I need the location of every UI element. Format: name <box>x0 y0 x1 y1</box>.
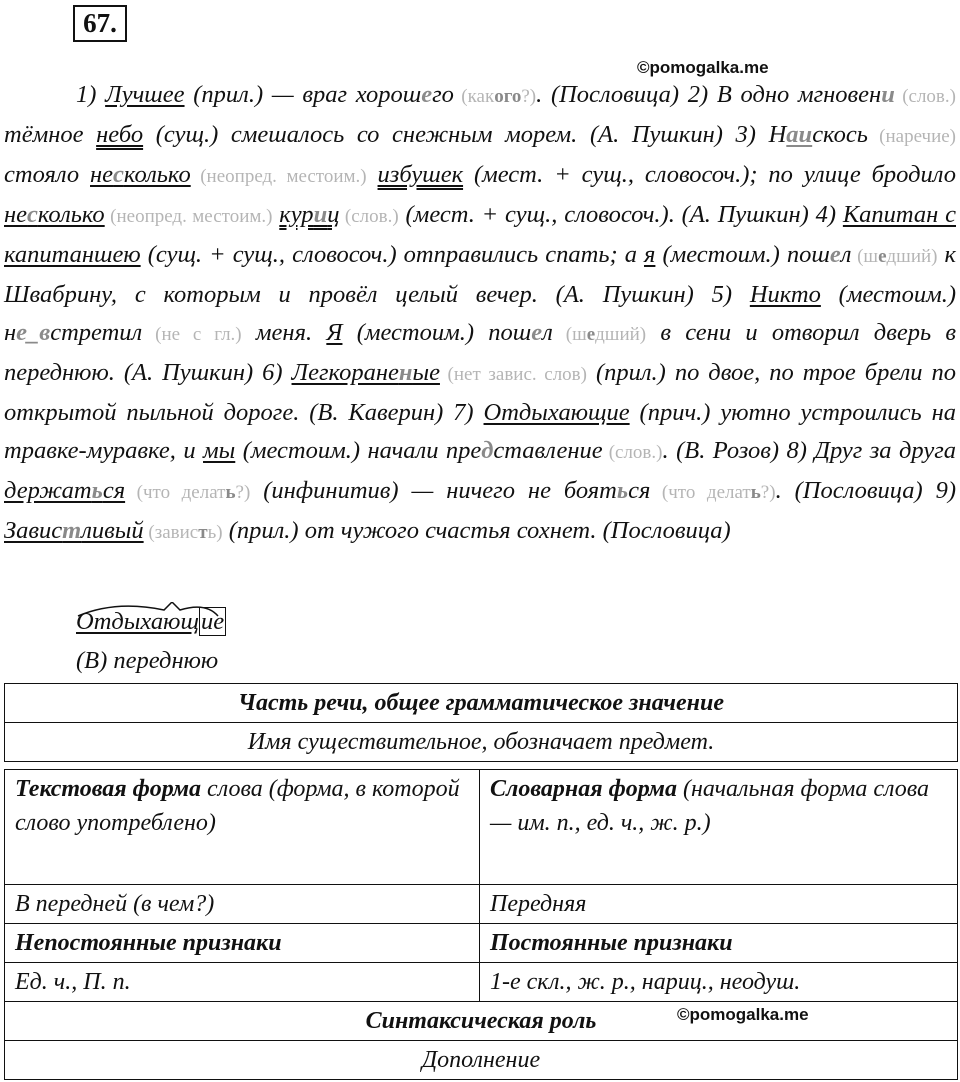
watermark-top: ©pomogalka.me <box>637 58 769 77</box>
syntax-header: Синтаксическая роль <box>5 1002 958 1041</box>
morph-ending: ие <box>200 608 225 635</box>
word-otdyhayushchie: Отдыхающие <box>483 399 630 426</box>
word-nebo: небо <box>96 121 144 148</box>
part-of-speech-table <box>4 683 958 762</box>
word-izbushek: избушек <box>377 161 464 188</box>
syntax-value: Дополнение <box>5 1041 958 1080</box>
word-my: мы <box>203 437 236 464</box>
word-neskolko-1: несколько <box>90 161 191 188</box>
word-zavistlivyi: Завистливый <box>4 517 144 544</box>
morpheme-analysis <box>76 608 226 636</box>
word-derzhatsya: держаться <box>4 477 126 504</box>
nonconst-header: Непостоянные признаки <box>5 924 480 963</box>
nonconst-value: Ед. ч., П. п. <box>5 963 480 1002</box>
const-value: 1-е скл., ж. р., нариц., неодуш. <box>480 963 958 1002</box>
morphology-table <box>4 769 958 1080</box>
text-form-value: В передней (в чем?) <box>5 885 480 924</box>
exercise-number: 67. <box>73 5 127 42</box>
dict-form-value: Передняя <box>480 885 958 924</box>
word-neskolko-2: несколько <box>4 201 105 228</box>
analyzed-word: (В) переднюю <box>76 647 219 674</box>
text-form-header: Текстовая форма слова (форма, в которой слово употреблено) <box>5 770 480 885</box>
exercise-paragraph: 1) Лучшее (прил.) — враг хорошего (какого?). (Пословица) 2) В одно мгновени (слов.) тёмное небо (сущ.) смешалось со снежным морем. (А. Пушкин) 3) Наискось (наречие) стояло несколько (неопред. местоим.) избушек (мест. + сущ., словосоч.); по улице бродило несколько (неопред. местоим.) куриц (слов.) (мест. + сущ., словосоч.). (А. Пушкин) 4) Капитан с капитаншею (сущ. + сущ., словосоч.) отправились спать; а я (местоим.) пошел (шедший) к Швабрину, с которым и провёл целый вечер. (А. Пушкин) 5) Никто (местоим.) не_встретил (не с гл.) меня. Я (местоим.) пошел (шедший) в сени и отворил дверь в переднюю. (А. Пушкин) 6) Легкораненые (нет завис. слов) (прил.) по двое, по трое брели по открытой пыльной дороге. (В. Каверин) 7) Отдыхающие (прич.) уютно устроились на травке-муравке, и мы (местоим.) начали представление (слов.). (В. Розов) 8) Друг за друга держаться (что делать?) (инфинитив) — ничего не бояться (что делать?). (Пословица) 9) Завистливый (зависть) (прил.) от чужого счастья сохнет. (Пословица) <box>4 81 957 544</box>
word-kapitan: Капитан с капитаншею <box>4 201 956 268</box>
root-arc-icon <box>76 602 246 622</box>
morph-stem: Отдыхающ <box>76 608 199 635</box>
exercise-text <box>4 76 956 552</box>
watermark-bottom: ©pomogalka.me <box>677 1005 809 1024</box>
word-ya-1: я <box>644 241 656 268</box>
const-header: Постоянные признаки <box>480 924 958 963</box>
word-ya-2: Я <box>326 319 343 346</box>
word-nikto: Никто <box>749 281 821 308</box>
word-luchshee: Лучшее <box>105 81 185 108</box>
word-kuric: куриц <box>279 201 340 228</box>
pos-value: Имя существительное, обозначает предмет. <box>5 723 958 762</box>
dict-form-header: Словарная форма (начальная форма слова — им. п., ед. ч., ж. р.) <box>480 770 958 885</box>
pos-header: Часть речи, общее грамматическое значение <box>5 684 958 723</box>
word-legkoranenye: Легкораненые <box>291 359 440 386</box>
